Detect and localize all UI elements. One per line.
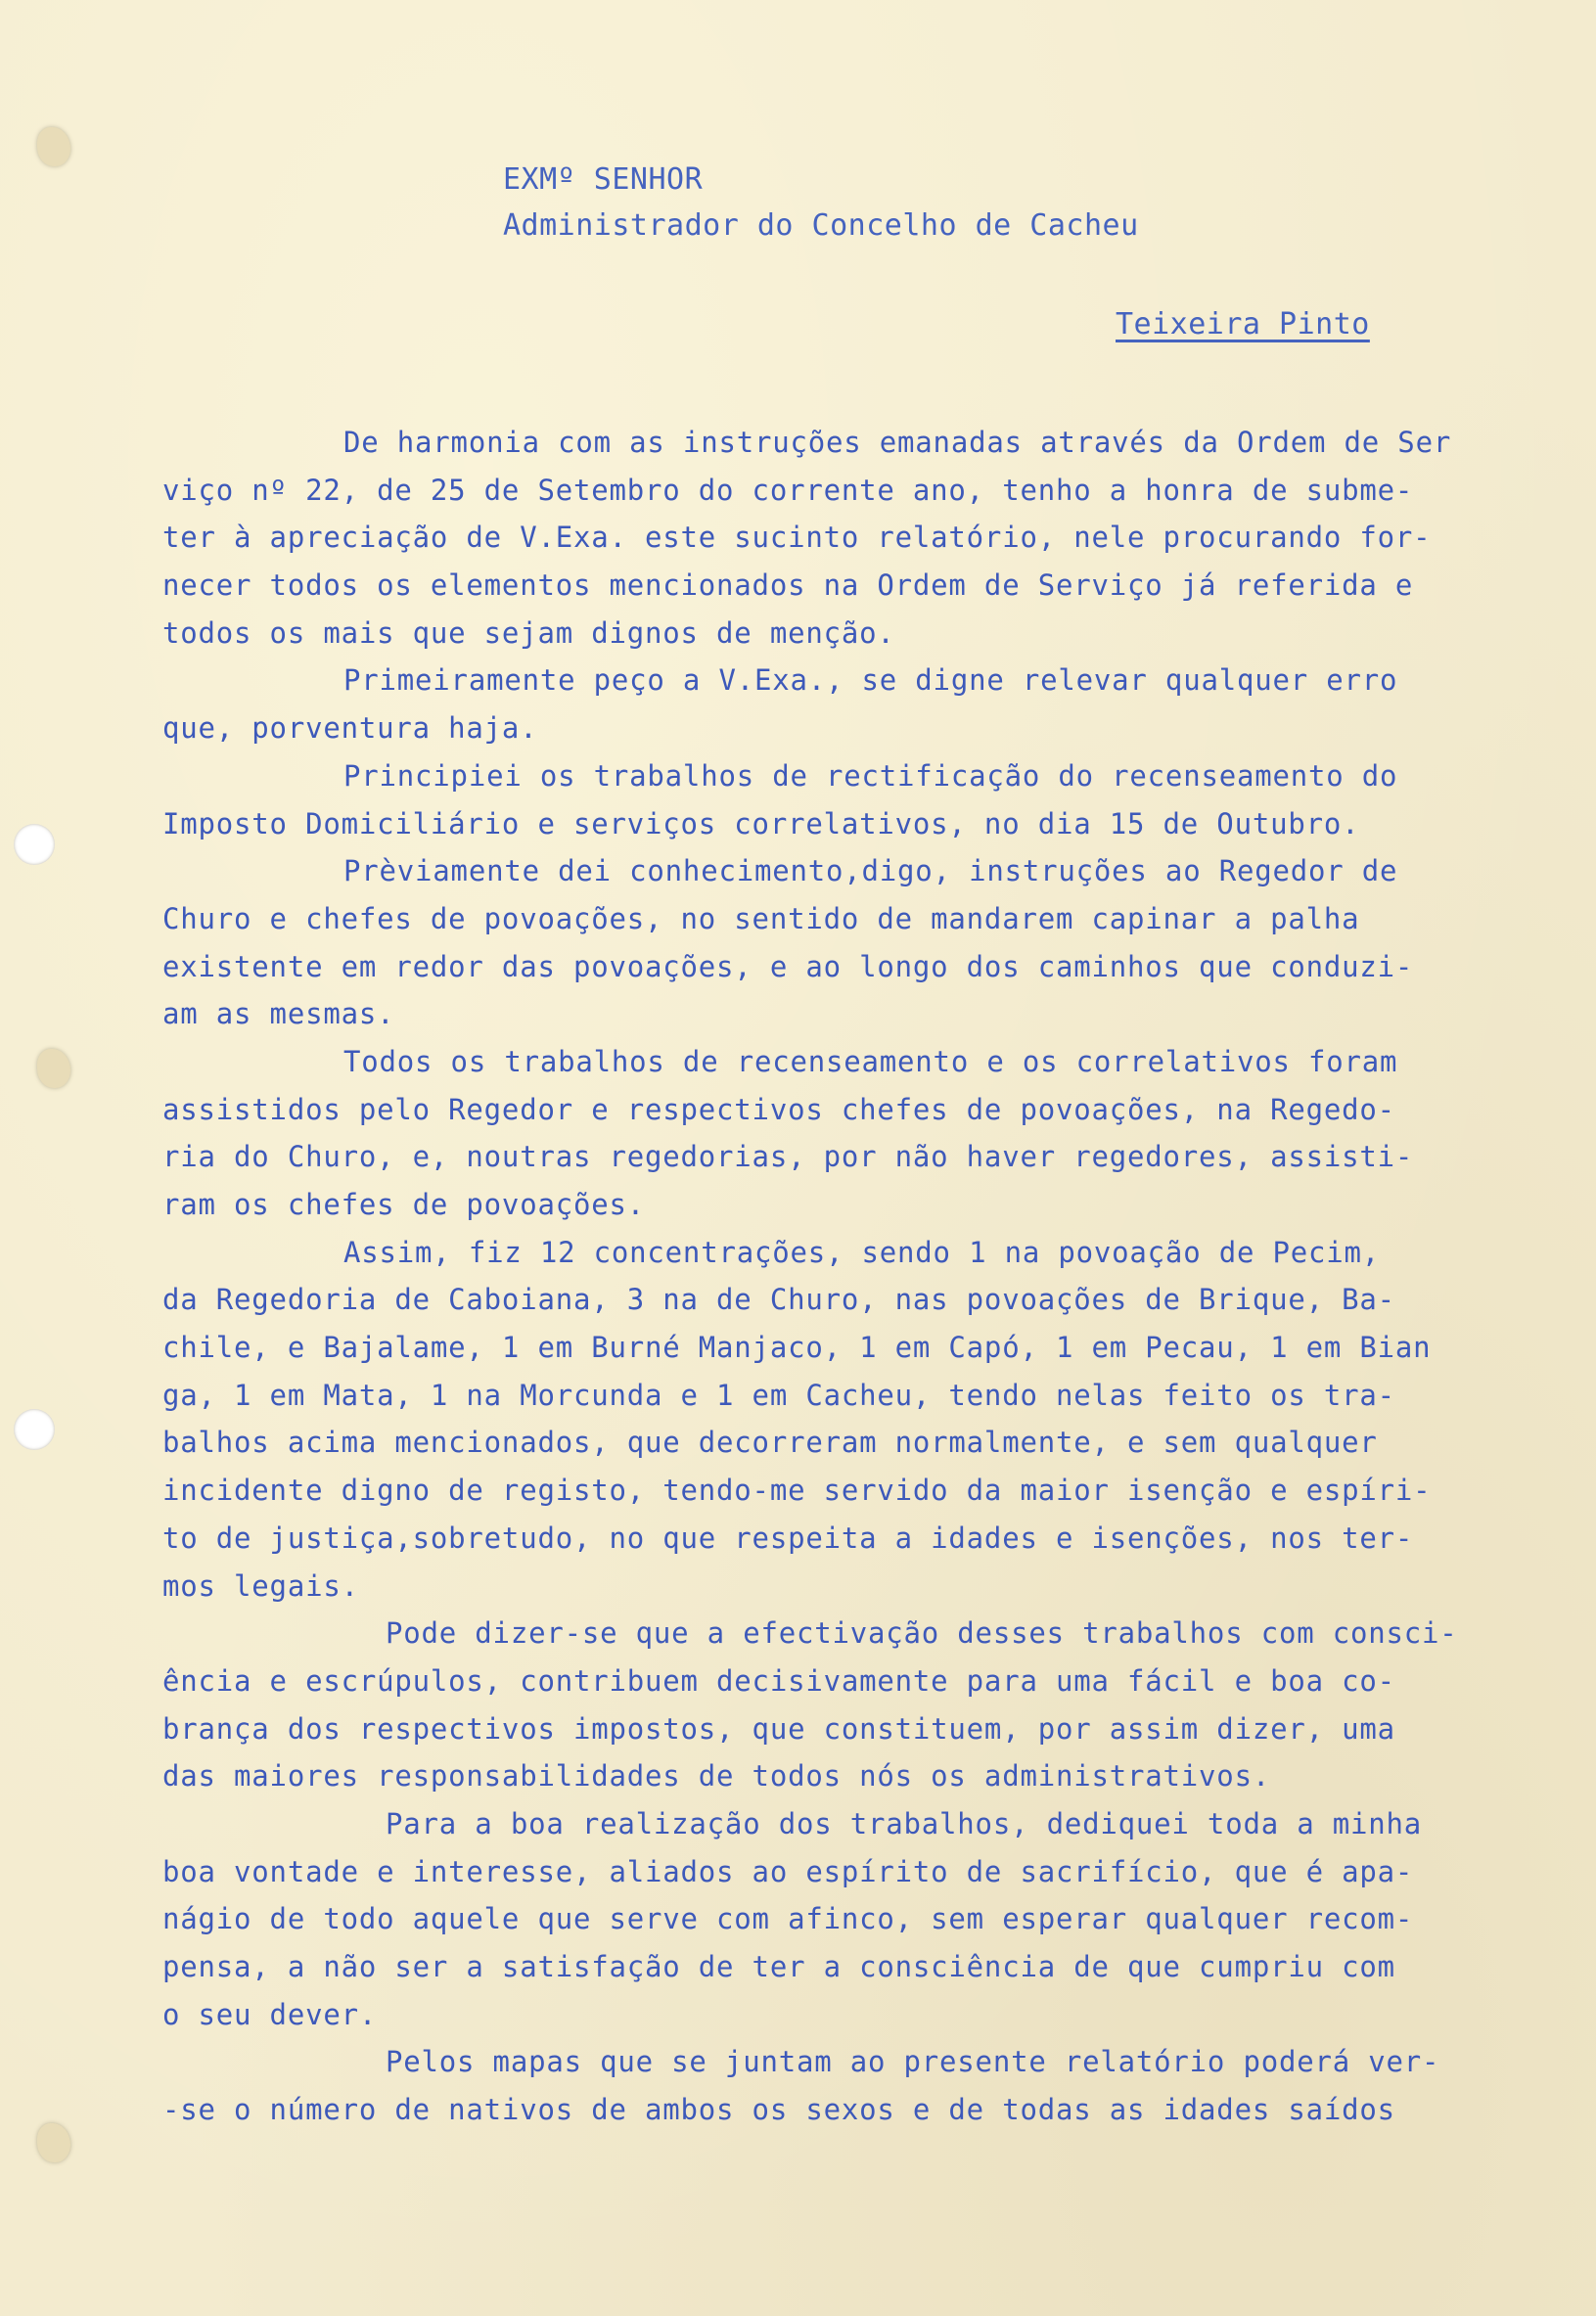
body-line: Pode dizer-se que a efectivação desses trabalhos com consci- (386, 1616, 1458, 1651)
body-line: ência e escrúpulos, contribuem decisivamente para uma fácil e boa co- (162, 1663, 1395, 1698)
body-line: viço nº 22, de 25 de Setembro do corrente ano, tenho a honra de subme- (162, 473, 1414, 507)
body-line: da Regedoria de Caboiana, 3 na de Churo, nas povoações de Brique, Ba- (162, 1283, 1395, 1317)
location-heading: Teixeira Pinto (1116, 307, 1370, 341)
body-line: -se o número de nativos de ambos os sexos e de todas as idades saídos (162, 2093, 1395, 2127)
body-line: mos legais. (162, 1568, 359, 1603)
body-line: incidente digno de registo, tendo-me servido da maior isenção e espíri- (162, 1474, 1432, 1508)
body-line: chile, e Bajalame, 1 em Burné Manjaco, 1 em Capó, 1 em Pecau, 1 em Bian (162, 1331, 1432, 1365)
body-line: brança dos respectivos impostos, que constituem, por assim dizer, uma (162, 1711, 1395, 1746)
body-line: que, porventura haja. (162, 711, 538, 746)
body-line: existente em redor das povoações, e ao longo dos caminhos que conduzi- (162, 949, 1414, 983)
body-line: am as mesmas. (162, 997, 395, 1031)
body-line: Primeiramente peço a V.Exa., se digne relevar qualquer erro (343, 663, 1398, 698)
paper-tear-mark (37, 2123, 70, 2162)
body-line: Todos os trabalhos de recenseamento e os correlativos foram (343, 1044, 1398, 1078)
addressee-heading: Administrador do Concelho de Cacheu (503, 208, 1139, 243)
body-line: Pelos mapas que se juntam ao presente relatório poderá ver- (386, 2045, 1440, 2079)
body-line: Prèviamente dei conhecimento,digo, instruções ao Regedor de (343, 854, 1398, 888)
binder-hole (14, 824, 55, 865)
body-line: to de justiça,sobretudo, no que respeita a idades e isenções, nos ter- (162, 1521, 1414, 1555)
body-line: De harmonia com as instruções emanadas através da Ordem de Ser (343, 426, 1452, 459)
body-line: Churo e chefes de povoações, no sentido de mandarem capinar a palha (162, 901, 1360, 935)
body-line: necer todos os elementos mencionados na Ordem de Serviço já referida e (162, 568, 1414, 603)
binder-hole (14, 1409, 55, 1450)
body-line: ga, 1 em Mata, 1 na Morcunda e 1 em Cacheu, tendo nelas feito os tra- (162, 1378, 1395, 1412)
paper-tear-mark (37, 127, 70, 166)
body-line: ria do Churo, e, noutras regedorias, por não haver regedores, assisti- (162, 1140, 1414, 1174)
body-line: assistidos pelo Regedor e respectivos chefes de povoações, na Regedo- (162, 1092, 1395, 1126)
body-line: das maiores responsabilidades de todos nós os administrativos. (162, 1759, 1271, 1794)
paper-tear-mark (37, 1049, 70, 1088)
body-line: ram os chefes de povoações. (162, 1188, 646, 1221)
body-line: ter à apreciação de V.Exa. este sucinto relatório, nele procurando for- (162, 521, 1432, 555)
body-line: Imposto Domiciliário e serviços correlativos, no dia 15 de Outubro. (162, 806, 1360, 840)
body-line: pensa, a não ser a satisfação de ter a consciência de que cumpriu com (162, 1950, 1395, 1983)
body-line: boa vontade e interesse, aliados ao espírito de sacrifício, que é apa- (162, 1854, 1414, 1888)
body-line: nágio de todo aquele que serve com afinco, sem esperar qualquer recom- (162, 1902, 1414, 1936)
letter-body (162, 419, 1581, 2134)
salutation-heading: EXMº SENHOR (503, 162, 704, 197)
body-line: Para a boa realização dos trabalhos, dediquei toda a minha (386, 1806, 1423, 1840)
body-line: Principiei os trabalhos de rectificação do recenseamento do (343, 758, 1398, 793)
body-line: Assim, fiz 12 concentrações, sendo 1 na povoação de Pecim, (343, 1235, 1381, 1269)
body-line: balhos acima mencionados, que decorreram normalmente, e sem qualquer (162, 1426, 1378, 1460)
body-line: todos os mais que sejam dignos de menção. (162, 615, 895, 650)
body-line: o seu dever. (162, 1997, 378, 2031)
